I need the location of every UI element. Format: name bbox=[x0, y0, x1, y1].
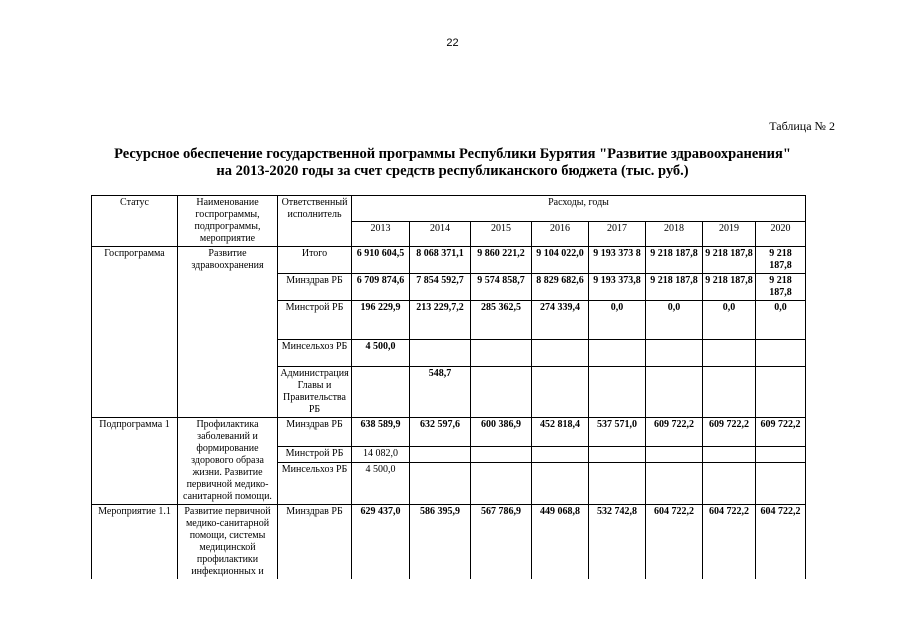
value-cell: 274 339,4 bbox=[532, 301, 589, 340]
value-cell: 629 437,0 bbox=[352, 505, 410, 580]
value-cell: 9 218 187,8 bbox=[646, 247, 703, 274]
title-line-2: на 2013-2020 годы за счет средств республиканского бюджета (тыс. руб.) bbox=[216, 163, 689, 179]
empty-cell bbox=[703, 463, 756, 505]
title-line-1: Ресурсное обеспечение государственной программы Республики Бурятия "Развитие здравоохранения" bbox=[114, 146, 791, 162]
empty-cell bbox=[589, 447, 646, 463]
empty-cell bbox=[471, 340, 532, 367]
empty-cell bbox=[410, 340, 471, 367]
value-cell: 8 068 371,1 bbox=[410, 247, 471, 274]
value-cell: 600 386,9 bbox=[471, 418, 532, 447]
value-cell: 9 104 022,0 bbox=[532, 247, 589, 274]
value-cell: 449 068,8 bbox=[532, 505, 589, 580]
value-cell: 9 193 373,8 bbox=[589, 274, 646, 301]
table-header-row bbox=[92, 196, 806, 222]
empty-cell bbox=[646, 447, 703, 463]
header-year: 2018 bbox=[646, 221, 703, 247]
executor-cell: Минздрав РБ bbox=[278, 418, 352, 447]
executor-cell: Минсельхоз РБ bbox=[278, 463, 352, 505]
empty-cell bbox=[589, 367, 646, 418]
name-cell: Развитие здравоохранения bbox=[178, 247, 278, 418]
value-cell: 452 818,4 bbox=[532, 418, 589, 447]
value-cell: 285 362,5 bbox=[471, 301, 532, 340]
value-cell: 4 500,0 bbox=[352, 463, 410, 505]
header-executor: Ответственный исполнитель bbox=[278, 196, 352, 247]
empty-cell bbox=[589, 463, 646, 505]
value-cell: 4 500,0 bbox=[352, 340, 410, 367]
status-cell: Подпрограмма 1 bbox=[92, 418, 178, 505]
value-cell: 213 229,7,2 bbox=[410, 301, 471, 340]
value-cell: 0,0 bbox=[646, 301, 703, 340]
resource-table bbox=[91, 195, 806, 579]
empty-cell bbox=[532, 367, 589, 418]
empty-cell bbox=[410, 463, 471, 505]
empty-cell bbox=[532, 463, 589, 505]
header-expenses: Расходы, годы bbox=[352, 196, 806, 222]
header-year: 2015 bbox=[471, 221, 532, 247]
value-cell: 14 082,0 bbox=[352, 447, 410, 463]
empty-cell bbox=[589, 340, 646, 367]
value-cell: 0,0 bbox=[589, 301, 646, 340]
document-title bbox=[0, 146, 905, 180]
empty-cell bbox=[756, 463, 806, 505]
empty-cell bbox=[756, 340, 806, 367]
header-year: 2014 bbox=[410, 221, 471, 247]
value-cell: 6 910 604,5 bbox=[352, 247, 410, 274]
table-row bbox=[92, 505, 806, 580]
executor-cell: Администрация Главы и Правительства РБ bbox=[278, 367, 352, 418]
empty-cell bbox=[703, 340, 756, 367]
value-cell: 6 709 874,6 bbox=[352, 274, 410, 301]
table-label: Таблица № 2 bbox=[769, 119, 835, 133]
executor-cell: Минстрой РБ bbox=[278, 447, 352, 463]
value-cell: 9 218 187,8 bbox=[756, 274, 806, 301]
empty-cell bbox=[410, 447, 471, 463]
value-cell: 532 742,8 bbox=[589, 505, 646, 580]
value-cell: 9 193 373 8 bbox=[589, 247, 646, 274]
table-row bbox=[92, 418, 806, 447]
table-row bbox=[92, 247, 806, 274]
value-cell: 9 218 187,8 bbox=[646, 274, 703, 301]
value-cell: 9 860 221,2 bbox=[471, 247, 532, 274]
executor-cell: Минздрав РБ bbox=[278, 505, 352, 580]
header-name: Наименование госпрограммы, подпрограммы, мероприятие bbox=[178, 196, 278, 247]
page-number: 22 bbox=[446, 37, 459, 49]
header-year: 2016 bbox=[532, 221, 589, 247]
value-cell: 638 589,9 bbox=[352, 418, 410, 447]
empty-cell bbox=[532, 447, 589, 463]
value-cell: 196 229,9 bbox=[352, 301, 410, 340]
executor-cell: Минздрав РБ bbox=[278, 274, 352, 301]
status-cell: Мероприятие 1.1 bbox=[92, 505, 178, 580]
executor-cell: Минстрой РБ bbox=[278, 301, 352, 340]
value-cell: 609 722,2 bbox=[703, 418, 756, 447]
empty-cell bbox=[703, 447, 756, 463]
header-year: 2013 bbox=[352, 221, 410, 247]
empty-cell bbox=[646, 367, 703, 418]
empty-cell bbox=[756, 447, 806, 463]
value-cell: 9 218 187,8 bbox=[703, 274, 756, 301]
name-cell: Профилактика заболеваний и формирование здорового образа жизни. Развитие первичной медико-санитарной помощи. bbox=[178, 418, 278, 505]
empty-cell bbox=[756, 367, 806, 418]
value-cell: 0,0 bbox=[756, 301, 806, 340]
header-year: 2017 bbox=[589, 221, 646, 247]
value-cell: 567 786,9 bbox=[471, 505, 532, 580]
empty-cell bbox=[703, 367, 756, 418]
value-cell: 548,7 bbox=[410, 367, 471, 418]
empty-cell bbox=[646, 340, 703, 367]
value-cell: 632 597,6 bbox=[410, 418, 471, 447]
value-cell: 537 571,0 bbox=[589, 418, 646, 447]
empty-cell bbox=[532, 340, 589, 367]
header-status: Статус bbox=[92, 196, 178, 247]
value-cell: 609 722,2 bbox=[756, 418, 806, 447]
value-cell: 9 218 187,8 bbox=[703, 247, 756, 274]
value-cell: 7 854 592,7 bbox=[410, 274, 471, 301]
header-year: 2019 bbox=[703, 221, 756, 247]
value-cell: 8 829 682,6 bbox=[532, 274, 589, 301]
value-cell: 609 722,2 bbox=[646, 418, 703, 447]
status-cell: Госпрограмма bbox=[92, 247, 178, 418]
value-cell: 604 722,2 bbox=[756, 505, 806, 580]
value-cell: 604 722,2 bbox=[703, 505, 756, 580]
empty-cell bbox=[471, 463, 532, 505]
empty-cell bbox=[471, 367, 532, 418]
value-cell: 0,0 bbox=[703, 301, 756, 340]
header-year: 2020 bbox=[756, 221, 806, 247]
value-cell: 604 722,2 bbox=[646, 505, 703, 580]
executor-cell: Итого bbox=[278, 247, 352, 274]
value-cell: 586 395,9 bbox=[410, 505, 471, 580]
empty-cell bbox=[646, 463, 703, 505]
empty-cell bbox=[352, 367, 410, 418]
executor-cell: Минсельхоз РБ bbox=[278, 340, 352, 367]
name-cell: Развитие первичной медико-санитарной помощи, системы медицинской профилактики инфекционных и bbox=[178, 505, 278, 580]
empty-cell bbox=[471, 447, 532, 463]
value-cell: 9 218 187,8 bbox=[756, 247, 806, 274]
value-cell: 9 574 858,7 bbox=[471, 274, 532, 301]
